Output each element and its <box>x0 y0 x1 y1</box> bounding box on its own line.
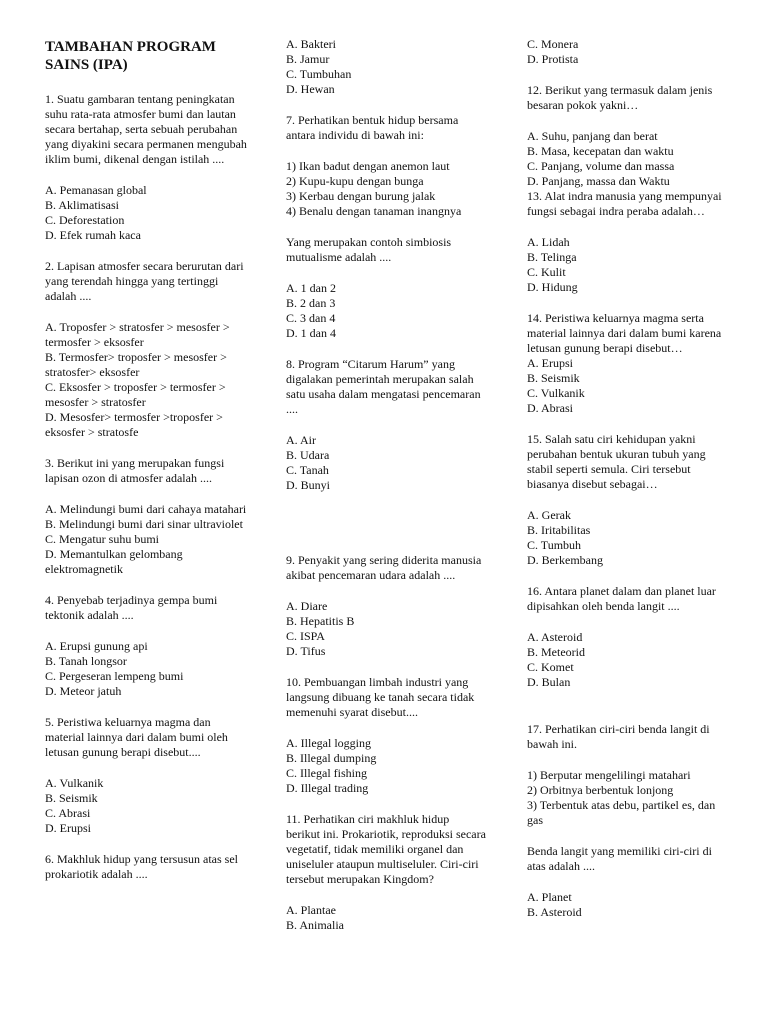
question-14-options <box>527 356 727 416</box>
question-16: 16. Antara planet dalam dan planet luar dipisahkan oleh benda langit .... <box>527 584 716 613</box>
option: A. Illegal logging <box>286 736 371 750</box>
question-2-options <box>45 320 250 440</box>
question-10-options <box>286 736 486 796</box>
question-6-options <box>286 37 486 97</box>
question-7-options <box>286 281 486 341</box>
question-7: 7. Perhatikan bentuk hidup bersama antara individu di bawah ini: <box>286 113 459 142</box>
column-3 <box>527 37 727 920</box>
question-17-stem: Benda langit yang memiliki ciri-ciri di atas adalah .... <box>527 844 712 873</box>
option: D. Efek rumah kaca <box>45 228 141 242</box>
question-4: 4. Penyebab terjadinya gempa bumi tektonik adalah .... <box>45 593 218 622</box>
option: B. Seismik <box>45 791 98 805</box>
question-12: 12. Berikut yang termasuk dalam jenis besaran pokok yakni… <box>527 83 713 112</box>
option: D. Abrasi <box>527 401 573 415</box>
option: B. Seismik <box>527 371 580 385</box>
question-9: 9. Penyakit yang sering diderita manusia akibat pencemaran udara adalah .... <box>286 553 482 582</box>
option: B. Termosfer> troposfer > mesosfer > stratosfer> eksosfer <box>45 350 227 379</box>
question-13: 13. Alat indra manusia yang mempunyai fungsi sebagai indra peraba adalah… <box>527 189 722 218</box>
list-item: 2) Kupu-kupu dengan bunga <box>286 174 424 188</box>
option: C. ISPA <box>286 629 325 643</box>
question-17-options <box>527 890 727 920</box>
option: C. Mengatur suhu bumi <box>45 532 159 546</box>
question-9-options <box>286 599 486 659</box>
option: B. Animalia <box>286 918 344 932</box>
option: B. Hepatitis B <box>286 614 355 628</box>
option: C. Vulkanik <box>527 386 585 400</box>
question-12-options <box>527 129 727 189</box>
option: B. Masa, kecepatan dan waktu <box>527 144 674 158</box>
question-11-options-continued <box>527 37 727 67</box>
question-5: 5. Peristiwa keluarnya magma dan material lainnya dari dalam bumi oleh letusan gunung berapi disebut.... <box>45 715 228 759</box>
list-item: 3) Kerbau dengan burung jalak <box>286 189 436 203</box>
option: D. Tifus <box>286 644 326 658</box>
option: D. Panjang, massa dan Waktu <box>527 174 670 188</box>
list-item: 3) Terbentuk atas debu, partikel es, dan gas <box>527 798 716 827</box>
option: A. Asteroid <box>527 630 583 644</box>
column-1 <box>45 37 250 882</box>
option: A. Melindungi bumi dari cahaya matahari <box>45 502 247 516</box>
question-4-options <box>45 639 250 699</box>
option: D. Illegal trading <box>286 781 369 795</box>
option: A. Plantae <box>286 903 336 917</box>
list-item: 2) Orbitnya berbentuk lonjong <box>527 783 674 797</box>
option: A. Diare <box>286 599 328 613</box>
list-item: 1) Ikan badut dengan anemon laut <box>286 159 450 173</box>
question-1: 1. Suatu gambaran tentang peningkatan suhu rata-rata atmosfer bumi dan lautan secara bertahap, serta sebuah perubahan yang diyakini secara permanen mengubah iklim bumi, dikenal dengan istilah .... <box>45 92 247 166</box>
option: C. Panjang, volume dan massa <box>527 159 675 173</box>
question-2: 2. Lapisan atmosfer secara berurutan dari yang terendah hingga yang tertinggi adalah .... <box>45 259 244 303</box>
option: C. Tumbuhan <box>286 67 352 81</box>
option: D. Mesosfer> termosfer >troposfer > eksosfer > stratosfe <box>45 410 223 439</box>
option: B. Telinga <box>527 250 577 264</box>
question-14: 14. Peristiwa keluarnya magma serta material lainnya dari dalam bumi karena letusan gunung berapi disebut… <box>527 311 722 355</box>
option: C. Abrasi <box>45 806 91 820</box>
option: D. 1 dan 4 <box>286 326 336 340</box>
question-17: 17. Perhatikan ciri-ciri benda langit di bawah ini. <box>527 722 710 751</box>
column-2 <box>286 37 486 933</box>
question-7-stem: Yang merupakan contoh simbiosis mutualisme adalah .... <box>286 235 452 264</box>
option: C. Deforestation <box>45 213 125 227</box>
option: B. 2 dan 3 <box>286 296 336 310</box>
option: D. Erupsi <box>45 821 91 835</box>
option: D. Meteor jatuh <box>45 684 122 698</box>
option: D. Hidung <box>527 280 578 294</box>
question-5-options <box>45 776 250 836</box>
option: C. Monera <box>527 37 579 51</box>
option: A. Erupsi gunung api <box>45 639 148 653</box>
option: B. Jamur <box>286 52 330 66</box>
option: A. Suhu, panjang dan berat <box>527 129 658 143</box>
question-6: 6. Makhluk hidup yang tersusun atas sel prokariotik adalah .... <box>45 852 238 881</box>
question-15-options <box>527 508 727 568</box>
page-title: TAMBAHAN PROGRAM SAINS (IPA) <box>45 39 216 73</box>
option: D. Berkembang <box>527 553 603 567</box>
option: C. Tanah <box>286 463 329 477</box>
option: A. Bakteri <box>286 37 336 51</box>
question-16-options <box>527 630 727 690</box>
option: D. Protista <box>527 52 579 66</box>
question-7-items <box>286 159 486 219</box>
list-item: 4) Benalu dengan tanaman inangnya <box>286 204 462 218</box>
option: A. Planet <box>527 890 572 904</box>
question-1-options <box>45 183 250 243</box>
question-3: 3. Berikut ini yang merupakan fungsi lapisan ozon di atmosfer adalah .... <box>45 456 225 485</box>
list-item: 1) Berputar mengelilingi matahari <box>527 768 691 782</box>
question-13-options <box>527 235 727 295</box>
option: C. 3 dan 4 <box>286 311 336 325</box>
question-11: 11. Perhatikan ciri makhluk hidup berikut ini. Prokariotik, reproduksi secara vegetatif, tidak memiliki organel dan uniseluler ataupun multiseluler. Ciri-ciri tersebut merupakan Kingdom? <box>286 812 486 886</box>
question-8-options <box>286 433 486 493</box>
option: B. Melindungi bumi dari sinar ultraviolet <box>45 517 243 531</box>
option: A. Troposfer > stratosfer > mesosfer > termosfer > eksosfer <box>45 320 230 349</box>
option: B. Asteroid <box>527 905 582 919</box>
option: B. Illegal dumping <box>286 751 377 765</box>
option: D. Memantulkan gelombang elektromagnetik <box>45 547 183 576</box>
option: A. Gerak <box>527 508 571 522</box>
option: C. Kulit <box>527 265 566 279</box>
option: C. Illegal fishing <box>286 766 367 780</box>
option: A. Pemanasan global <box>45 183 147 197</box>
option: A. 1 dan 2 <box>286 281 336 295</box>
option: C. Tumbuh <box>527 538 582 552</box>
question-8: 8. Program “Citarum Harum” yang digalakan pemerintah merupakan salah satu usaha dalam mengatasi pencemaran .... <box>286 357 481 416</box>
option: B. Tanah longsor <box>45 654 127 668</box>
option: C. Komet <box>527 660 574 674</box>
question-10: 10. Pembuangan limbah industri yang langsung dibuang ke tanah secara tidak memenuhi syarat disebut.... <box>286 675 475 719</box>
question-17-items <box>527 768 727 828</box>
question-15: 15. Salah satu ciri kehidupan yakni perubahan bentuk ukuran tubuh yang stabil seperti semula. Ciri tersebut biasanya disebut sebagai… <box>527 432 706 491</box>
option: B. Udara <box>286 448 330 462</box>
option: B. Meteorid <box>527 645 585 659</box>
question-3-options <box>45 502 250 577</box>
option: D. Hewan <box>286 82 335 96</box>
option: D. Bulan <box>527 675 571 689</box>
option: A. Vulkanik <box>45 776 104 790</box>
option: A. Air <box>286 433 316 447</box>
option: D. Bunyi <box>286 478 331 492</box>
option: C. Eksosfer > troposfer > termosfer > mesosfer > stratosfer <box>45 380 226 409</box>
question-11-options <box>286 903 486 933</box>
option: B. Iritabilitas <box>527 523 591 537</box>
option: B. Aklimatisasi <box>45 198 120 212</box>
option: A. Lidah <box>527 235 570 249</box>
option: C. Pergeseran lempeng bumi <box>45 669 184 683</box>
option: A. Erupsi <box>527 356 573 370</box>
